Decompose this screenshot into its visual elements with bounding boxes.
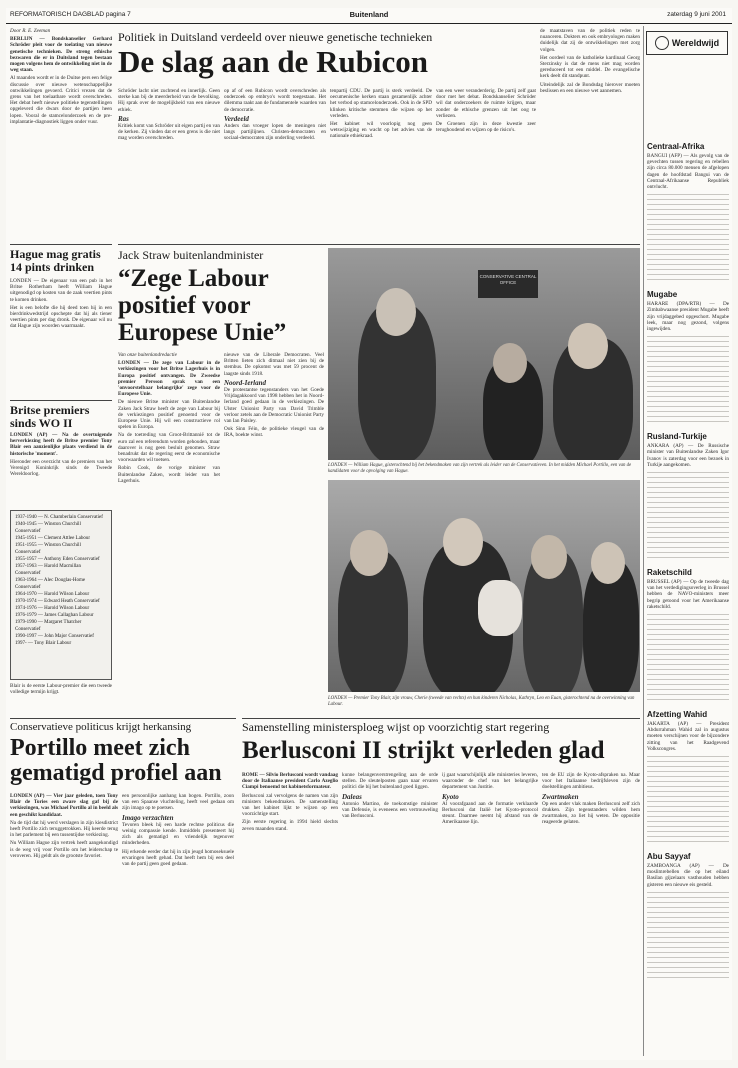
premier-list-item: 1970-1974 — Edward Heath Conservatief [15, 599, 100, 604]
sidebar-news-title: Centraal-Afrika [647, 142, 705, 151]
story1-sub-ras: Ras [118, 114, 129, 123]
sidebar-news-item [647, 290, 729, 422]
premier-list-item: 1951-1955 — Winston Churchill Conservatief [15, 543, 81, 555]
berlusconi-sub-zwartmaken: Zwartmaken [542, 792, 579, 801]
premiers-tail: Blair is de eerste Labour-premier die een tweede volledige termijn krijgt. [10, 683, 112, 696]
portillo-head [493, 343, 527, 383]
sidebar-news-text-lines [647, 610, 729, 700]
issue-date: zaterdag 9 juni 2001 [667, 11, 726, 18]
woman-head [568, 323, 608, 369]
straw-headline-line-3: Europese Unie” [118, 319, 287, 346]
sidebar-news-text-lines [647, 468, 729, 558]
story1-column-2: op af of een Rubicon wordt overschreden als onderzoek op embryo's wordt toegestaan. Het dilemma raakt aan de fundamentele waarden van de democratie. Verdeeld Anders dan vroeger lopen de meningen niet langs partijlijnen. Christen-democraten en sociaal-democraten zijn onderling verdeeld. [224, 88, 326, 142]
story1-column-4: van een weer veranderderig. De partij zelf gaat door met het debat. Bondskanselier Schröder wil dat onderzoekers de ruimte krijgen, maar zonder de ethische grenzen uit het oog te verliezen. De Groenen zijn in deze kwestie zeer terughoudend en wijzen op de risico's. [436, 88, 536, 134]
sidebar-news-item [647, 142, 729, 280]
section-title: Buitenland [349, 10, 389, 19]
premier-list-item: 1963-1964 — Alec Douglas-Home Conservatief [15, 578, 86, 590]
premiers-list-box [10, 510, 112, 680]
news-sidebar [647, 138, 729, 1056]
straw-sub-noord-ierland: Noord-Ierland [224, 378, 267, 387]
blair-head [443, 518, 483, 566]
premiers-headline: Britse premiers sinds WO II [10, 403, 90, 430]
story1-column-3: tenpartij CDU. De partij is sterk verdeeld. De oecumenische kerken staan gezamenlijk achter het verbod op stamcelonderzoek. Ook in de SPD klinken kritische stemmen die wijzen op het verleden. Het kabinet wil voorlopig nog geen wetswijziging en wacht op het advies van de nationale ethiekraad. [330, 88, 432, 140]
divider-portillo-top [10, 718, 236, 719]
sidebar-news-title: Abu Sayyaf [647, 852, 691, 862]
premiers-lead: LONDEN (AP) — Na de overtuigende herverkiezing heeft de Britse premier Tony Blair een aanzienlijke plaats verdiend in de historische 'moment'. [10, 432, 112, 457]
sidebar-news-body: BRUSSEL (AP) — Op de tweede dag van het verdedigingsoverleg in Brussel hebben de NAVO-ministers meer begrip getoond voor het Amerikaanse raketschild. [647, 579, 729, 610]
straw-column-1: Van onze buitenlandredactie LONDEN — De zege van Labour in de verkiezingen voor het Britse Lagerhuis is in Europa positief ontvangen. De Zweedse premier Persson sprak van een 'onvoorstelbaar belangrijke' zege voor de Europese Unie. De nieuwe Britse minister van Buitenlandse Zaken Jack Straw heeft de zege van Labour bij de verkiezingen positief genoemd voor de Europese Unie. Hij wil een constructieve rol spelen in Europa. Na de toetreding van Groot-Brittannië tot de euro zal een referendum worden gehouden, maar daarover is nog geen besluit genomen. Straw benadrukt dat de regering eerst de economische voorwaarden wil toetsen. Robin Cook, de vorige minister van Buitenlandse Zaken, wordt leider van het Lagerhuis. [118, 352, 220, 484]
euan-head [350, 530, 388, 576]
sidebar-news-item [647, 432, 729, 558]
sidebar-news-title: Afzetting Wahid [647, 710, 708, 720]
newspaper-page [6, 8, 732, 1060]
berlusconi-column-2: kunne belangenverstrengeling aan de orde stellen. De sleutelposten gaan naar ervaren politici die bij het buitenland goed liggen. Daleas Antonio Martino, de toekomstige minister van Defensie, is eveneens een vertrouweling van Berlusconi. [342, 772, 438, 820]
photo-hague-caption: LONDEN — William Hague, gisterochtend bij het bekendmaken van zijn vertrek als leider van de Conservatieven. In het midden Michael Portillo, een van de kandidaten voor de opvolging van Hague. [328, 463, 632, 474]
sidebar-news-text-lines [647, 888, 729, 978]
story1-body-text: Al maanden wordt er in de Duitse pers een felige discussie over nieuwe wetenschappelijke ontwikkelingen gevoerd. Critici vrezen dat de grens van het toelaatbare wordt overschreden. Het debat heeft nieuwe politieke tegenstellingen opgeleverd die dwars door de partijen heen lopen. Vooral de stamcelonderzoek en de pre-implantatie-diagnostiek liggen onder vuur. [10, 75, 112, 125]
sidebar-news-title: Mugabe [647, 290, 678, 300]
story1-column-5: de maatstaven van de politiek reden te nuanceren. Dokters en ook embryologen maken duidelijk dat zij de ontwikkelingen met zorg volgen. Het oordeel van de katholieke kardinaal Georg Sterzinsky is dat de mens niet mag worden gereduceerd tot een middel. De evangelische kerk deelt dit standpunt. Uiteindelijk zal de Bondsdag hierover moeten beslissen en een nieuwe wet aannemen. [540, 28, 640, 94]
berlusconi-column-1: ROME — Silvio Berlusconi wordt vandaag door de Italiaanse president Carlo Azeglio Ciampi benoemd tot kabinetsformateur. Berlusconi zal vervolgens de namen van zijn ministers bekendmaken. De samenstelling van het kabinet lijkt te wijzen op een voorzichtige start. Zijn eerste regering in 1994 hield slechts zeven maanden stand. [242, 772, 338, 832]
portillo-lead: LONDEN (AP) — Vier jaar geleden, toen Tony Blair de Tories een zware slag gaf bij de verkiezingen, was Michael Portillo al in beeld als een geschikt kandidaat. [10, 793, 118, 818]
premier-list-item: 1997- — Tony Blair Labour [15, 641, 72, 646]
story1-kicker: Politiek in Duitsland verdeeld over nieuwe genetische technieken [118, 30, 433, 44]
berlusconi-sub-kyoto: Kyoto [442, 792, 459, 801]
portillo-headline: Portillo meet zich gematigd profiel aan [10, 735, 222, 786]
wereldwijd-logo [646, 31, 728, 55]
photo-hague [328, 248, 640, 460]
sidebar-news-body: BANGUI (AFP) — Als gevolg van de gevechten tussen regering en rebellen zijn circa 80.000 mensen de afgelopen dagen de hoofdstad Bangui van de Centraal-Afrikaanse Republiek ontvlucht. [647, 153, 729, 191]
story1-lead: BERLIJN — Bondskanselier Gerhard Schröder pleit voor de toelating van nieuwe genetische technieken. De streng ethische bezwaren die er in Duitsland tegen bestaan mogen volgens hem de ontwikkeling niet in de weg staan. [10, 36, 112, 74]
sidebar-news-text-lines [647, 752, 729, 842]
sidebar-news-item [647, 568, 729, 700]
sidebar-news-body: JAKARTA (AP) — President Abdurrahman Wahid zal in augustus moeten verschijnen voor de bijzondere zitting van het Raadgevend Volkscongres. [647, 721, 729, 752]
premier-list-item: 1990-1997 — John Major Conservatief [15, 634, 94, 639]
berlusconi-column-3: ij gaat waarschijnlijk alle ministeries leveren, waaronder de chef van het belangrijke departement van Justitie. Kyoto Al voorafgaand aan de formatie verklaarde Berlusconi dat Italië het Kyoto-protocol steunt. Daarmee neemt hij afstand van de Amerikaanse lijn. [442, 772, 538, 826]
paper-name: REFORMATORISCH DAGBLAD pagina 7 [10, 11, 131, 18]
story1-column-1: Schröder lacht niet zuchtend en innerlijk. Geen sterke kan bij de meerderheid van de bevolking. Hij sprak over de mogelijkheid van een nieuwe ethiek. Ras Kritiek komt van Schröder uit eigen partij en van de kerken. Zij vinden dat er een grens is die niet mag worden overschreden. [118, 88, 220, 142]
premier-list-item: 1957-1963 — Harold Macmillan Conservatief [15, 564, 81, 576]
page-header [6, 8, 732, 22]
straw-column-2: nieuwe van de Liberale Democraten. Veel Britten lieten zich ditmaal niet zien bij de stembus. De opkomst was met 59 procent de laagste sinds 1918. Noord-Ierland De protestantse tegenstanders van het Goede Vrijdagakkoord van 1998 hebben het in Noord-Ierland goed gedaan in de verkiezingen. De Ulster Unionist Party van David Trimble verloor zetels aan de Democratic Unionist Party van Ian Paisley. Ook Sinn Féin, de politieke vleugel van de IRA, boekte winst. [224, 352, 324, 439]
sidebar-news-item [647, 852, 729, 978]
hague-headline: Hague mag gratis 14 pints drinken [10, 247, 101, 274]
portillo-sub-imago: Imago verzachten [122, 813, 174, 822]
header-rule [6, 23, 732, 24]
sidebar-news-item [647, 710, 729, 842]
story1-byline: Door R. E. Zeeman [10, 28, 51, 34]
divider-straw-top [118, 244, 640, 245]
straw-headline-line-2: positief voor [118, 292, 251, 319]
premier-list-item: 1937-1940 — N. Chamberlain Conservatief [15, 515, 103, 520]
story1-headline: De slag aan de Rubicon [118, 44, 429, 79]
berlusconi-kicker: Samenstelling ministersploeg wijst op voorzichtig start regering [242, 720, 550, 734]
nicholas-head [591, 542, 625, 584]
hague-body: LONDEN — De eigenaar van een pub in het Britse Rotherham heeft William Hague uitgenodigd op kosten van de zaak veertien pints te komen drinken. Het is een belofte die hij deed toen hij in een bierdrinkwedstrijd opschepte dat hij als tiener veertien pints per dag dronk. De eigenaar wil nu dat Hague zijn woorden waarmaakt. [10, 278, 112, 330]
berlusconi-headline: Berlusconi II strijkt verleden glad [242, 737, 605, 764]
premier-list-item: 1955-1957 — Anthony Eden Conservatief [15, 557, 100, 562]
office-sign: CONSERVATIVE CENTRAL OFFICE [478, 270, 538, 298]
premier-list-item: 1945-1951 — Clement Attlee Labour [15, 536, 90, 541]
straw-kicker: Jack Straw buitenlandminister [118, 248, 264, 262]
sidebar-news-body: HARARE (DPA/RTR) — De Zimbabwaanse president Mugabe heeft zijn vrijdaggebed opgeschort. Mugabe leek, maar nog gezond, volgens ingewijden. [647, 301, 729, 333]
premier-list-item: 1964-1970 — Harold Wilson Labour [15, 592, 90, 597]
sidebar-news-text-lines [647, 190, 729, 280]
straw-headline-line-1: “Zege Labour [118, 265, 269, 292]
berlusconi-lead: ROME — Silvio Berlusconi wordt vandaag door de Italiaanse president Carlo Azeglio Ciampi benoemd tot kabinetsformateur. [242, 772, 338, 791]
portillo-kicker: Conservatieve politicus krijgt herkansing [10, 721, 192, 733]
straw-headline [118, 265, 323, 346]
story1-sub-verdeeld: Verdeeld [224, 114, 249, 123]
globe-icon [655, 36, 669, 50]
premier-list-item: 1974-1976 — Harold Wilson Labour [15, 606, 90, 611]
photo-blair-caption: LONDEN — Premier Tony Blair, zijn vrouw, Cherie (tweede van rechts) en hun kinderen Nicholas, Kathryn, Leo en Euan, gisterochtend na de overwinning van Labour. [328, 696, 635, 707]
sidebar-news-body: ANKARA (AP) — De Russische minister van Buitenlandse Zaken Igor Ivanov is zaterdag voor een bezoek in Turkije aangekomen. [647, 443, 729, 468]
story1-intro-column [10, 28, 112, 238]
divider-berlusconi-top [242, 718, 640, 719]
divider-premiers-top [10, 400, 112, 401]
premiers-lead-block: LONDEN (AP) — Na de overtuigende herverkiezing heeft de Britse premier Tony Blair een aanzienlijke plaats verdiend in de historische 'moment'. Hieronder een overzicht van de premiers van het Verenigd Koninkrijk sinds de Tweede Wereldoorlog. [10, 432, 112, 478]
sidebar-news-text-lines [647, 332, 729, 422]
logo-text: Wereldwijd [671, 38, 720, 48]
hague-head [376, 288, 416, 336]
photo-blair-family [328, 480, 640, 692]
straw-lead: LONDEN — De zege van Labour in de verkiezingen voor het Britse Lagerhuis is in Europa positief ontvangen. De Zweedse premier Persson sprak van een 'onvoorstelbaar belangrijke' zege voor de Europese Unie. [118, 360, 220, 398]
premiers-list [11, 511, 111, 650]
straw-byline: Van onze buitenlandredactie [118, 352, 177, 358]
hague-text: LONDEN — De eigenaar van een pub in het Britse Rotherham heeft William Hague uitgenodigd op kosten van de zaak veertien pints te komen drinken. [10, 278, 112, 303]
berlusconi-sub-daleas: Daleas [342, 792, 362, 801]
premier-list-item: 1976-1979 — James Callaghan Labour [15, 613, 94, 618]
premier-list-item: 1979-1990 — Margaret Thatcher Conservatief [15, 620, 82, 632]
premier-list-item: 1940-1945 — Winston Churchill Conservatief [15, 522, 81, 534]
cherie-head [531, 535, 567, 579]
sidebar-news-title: Raketschild [647, 568, 692, 578]
portillo-column-2: een persoonlijke aanhang kan bogen. Portillo, zoon van een Spaanse vluchteling, heeft veel gedaan om zijn imago op te poetsen. Imago verzachten Tevoren bleek hij een harde rechtse politicus die weinig compassie kende. Inmiddels presenteert hij zich als gematigd en vriendelijk tegenover minderheden. Hij erkende eerder dat hij in zijn jeugd homoseksuele ervaringen heeft gehad. Dat heeft hem bij een deel van de partij geen goed gedaan. [122, 793, 234, 868]
sidebar-news-body: ZAMBOANGA (AP) — De moslimrebellen die op het eiland Basilan gijzelaars vasthouden hebben gisteren een nieuwe eis gesteld. [647, 863, 729, 888]
sidebar-news-title: Rusland-Turkije [647, 432, 707, 442]
berlusconi-column-4: ten de EU zijn de Kyoto-afspraken na. Maar voor het Italiaanse bedrijfsleven zijn de doelstellingen ambitieus. Zwartmaken Op een ander vlak maken Berlusconi zelf zich drukken. Zijn tegenstanders wilden hem zwartmaken, zo liet hij weten. De oppositie reageerde gelaten. [542, 772, 640, 826]
leo-figure [478, 580, 522, 636]
sidebar-divider [643, 26, 644, 1056]
portillo-column-1: LONDEN (AP) — Vier jaar geleden, toen Tony Blair de Tories een zware slag gaf bij de verkiezingen, was Michael Portillo al in beeld als een geschikt kandidaat. Na de tijd dat hij werd verslagen in zijn kiesdistrict heeft Portillo zich teruggetrokken. Hij keerde terug in het parlement bij een tussentijdse verkiezing. Nu William Hague zijn vertrek heeft aangekondigd is de weg vrij voor Portillo om het leiderschap te veroveren. Hij geldt als de grootste favoriet. [10, 793, 118, 859]
divider-hague-top [10, 244, 112, 245]
